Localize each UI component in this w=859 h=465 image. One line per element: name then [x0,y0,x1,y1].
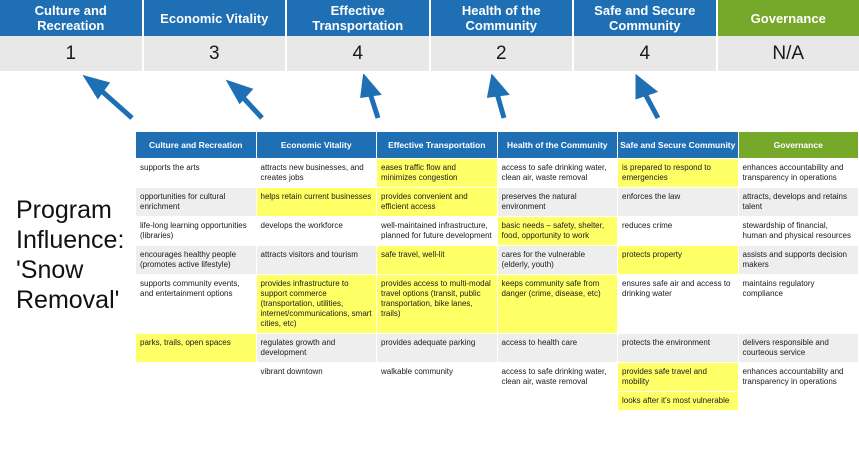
goal-header-economic-vitality: Economic Vitality [144,0,288,36]
arrow-economic-vitality [231,84,262,118]
table-row [136,159,859,188]
goal-header-health-of-the-community: Health of the Community [431,0,575,36]
table-row [136,217,859,246]
caption-line-2: Influence: [16,226,125,254]
score-economic-vitality: 3 [144,36,288,71]
matrix-cell: cares for the vulnerable (elderly, youth) [497,246,618,275]
arrow-culture-and-recreation [88,79,132,118]
matrix-header-row [136,132,859,159]
table-row [136,246,859,275]
matrix-cell: provides access to multi-modal travel options (transit, public transportation, bike lanes, trails) [377,275,498,334]
score-governance: N/A [718,36,859,71]
matrix-cell [738,392,859,411]
matrix-cell: ensures safe air and access to drinking water [618,275,739,334]
matrix-cell: provides convenient and efficient access [377,188,498,217]
goal-header-band [0,0,859,36]
matrix-cell: enhances accountability and transparency in operations [738,363,859,392]
matrix-cell: attracts new businesses, and creates jobs [256,159,377,188]
matrix-cell: enhances accountability and transparency in operations [738,159,859,188]
matrix-cell [256,392,377,411]
score-effective-transportation: 4 [287,36,431,71]
matrix-cell: eases traffic flow and minimizes congestion [377,159,498,188]
matrix-cell: walkable community [377,363,498,392]
arrow-group [0,74,859,132]
score-culture-and-recreation: 1 [0,36,144,71]
table-row [136,392,859,411]
table-row [136,188,859,217]
matrix-cell: access to safe drinking water, clean air, waste removal [497,159,618,188]
table-row [136,334,859,363]
arrow-safe-and-secure-community [638,79,658,118]
matrix-cell: encourages healthy people (promotes active lifestyle) [136,246,257,275]
matrix-cell: assists and supports decision makers [738,246,859,275]
matrix-cell: provides adequate parking [377,334,498,363]
matrix-cell [136,392,257,411]
matrix-cell: provides infrastructure to support commerce (transportation, utilities, internet/communications, smart cities, etc) [256,275,377,334]
matrix-header-health-of-the-community: Health of the Community [497,132,618,159]
matrix-cell: reduces crime [618,217,739,246]
matrix-cell: maintains regulatory compliance [738,275,859,334]
caption-line-4: Removal' [16,286,120,314]
goal-header-culture-and-recreation: Culture and Recreation [0,0,144,36]
matrix-cell: stewardship of financial, human and physical resources [738,217,859,246]
goal-header-governance: Governance [718,0,859,36]
matrix-cell: vibrant downtown [256,363,377,392]
matrix-cell: supports community events, and entertainment options [136,275,257,334]
goal-score-band [0,36,859,74]
matrix-cell: attracts visitors and tourism [256,246,377,275]
matrix-cell: looks after it's most vulnerable [618,392,739,411]
matrix-cell: protects property [618,246,739,275]
matrix-cell: delivers responsible and courteous service [738,334,859,363]
matrix-header-effective-transportation: Effective Transportation [377,132,498,159]
matrix-header-culture-and-recreation: Culture and Recreation [136,132,257,159]
matrix-cell: is prepared to respond to emergencies [618,159,739,188]
matrix-cell: regulates growth and development [256,334,377,363]
program-influence-caption [16,195,141,315]
matrix-cell: protects the environment [618,334,739,363]
caption-line-1: Program [16,196,112,224]
matrix-body [136,159,859,411]
goal-header-effective-transportation: Effective Transportation [287,0,431,36]
matrix-header-economic-vitality: Economic Vitality [256,132,377,159]
matrix-cell: parks, trails, open spaces [136,334,257,363]
matrix-cell: helps retain current businesses [256,188,377,217]
matrix-cell: enforces the law [618,188,739,217]
matrix-cell: attracts, develops and retains talent [738,188,859,217]
matrix-cell: preserves the natural environment [497,188,618,217]
matrix-cell: provides safe travel and mobility [618,363,739,392]
matrix-cell [497,392,618,411]
matrix-header-governance: Governance [738,132,859,159]
matrix-cell: keeps community safe from danger (crime, disease, etc) [497,275,618,334]
table-row [136,275,859,334]
matrix-cell: basic needs – safety, shelter, food, opportunity to work [497,217,618,246]
matrix-cell: opportunities for cultural enrichment [136,188,257,217]
matrix-header-safe-and-secure-community: Safe and Secure Community [618,132,739,159]
matrix-cell [377,392,498,411]
score-health-of-the-community: 2 [431,36,575,71]
score-safe-and-secure-community: 4 [574,36,718,71]
matrix-cell: access to safe drinking water, clean air, waste removal [497,363,618,392]
matrix-cell: safe travel, well-lit [377,246,498,275]
influence-matrix-table [135,131,859,411]
matrix-cell: develops the workforce [256,217,377,246]
matrix-cell: access to health care [497,334,618,363]
matrix-cell: well-maintained infrastructure, planned for future development [377,217,498,246]
goal-header-safe-and-secure-community: Safe and Secure Community [574,0,718,36]
arrow-effective-transportation [363,79,378,118]
matrix-cell [136,363,257,392]
matrix-cell: life-long learning opportunities (libraries) [136,217,257,246]
matrix-cell: supports the arts [136,159,257,188]
table-row [136,363,859,392]
caption-line-3: 'Snow [16,256,84,284]
arrow-health-of-the-community [490,79,505,118]
